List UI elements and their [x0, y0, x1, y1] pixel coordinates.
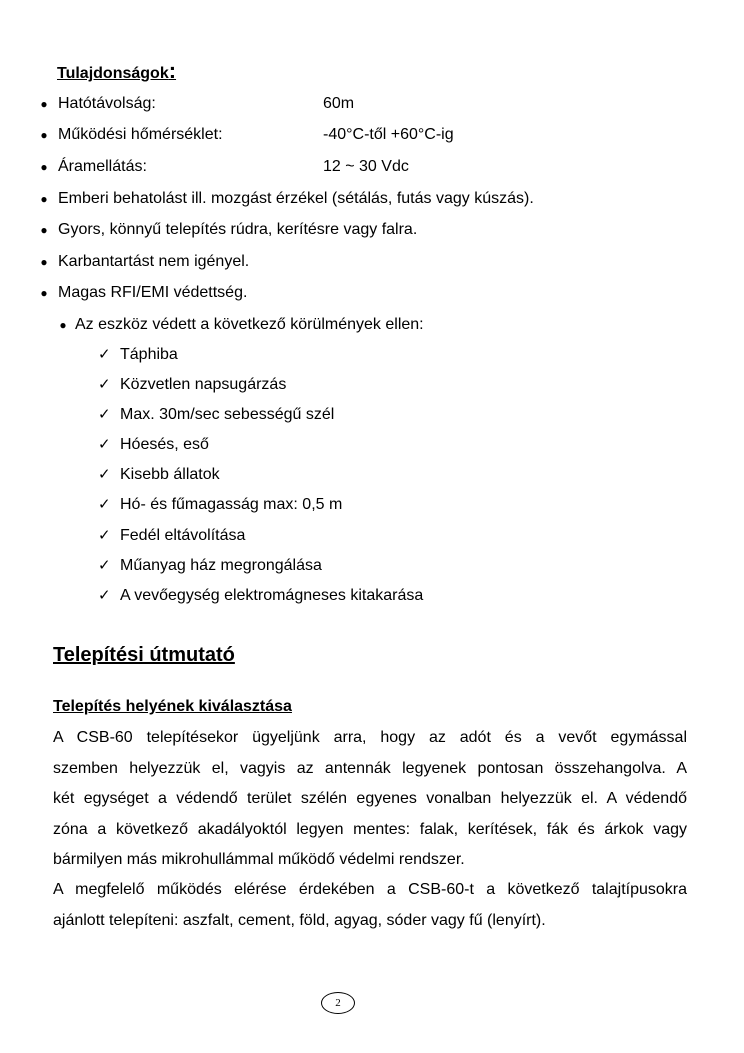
paragraph-line: bármilyen más mikrohullámmal működő védelmi rendszer. [53, 851, 465, 868]
checkmark-icon: ✓ [98, 557, 111, 574]
checkmark-icon: ✓ [98, 466, 111, 483]
property-value: 60m [323, 95, 355, 112]
site-selection-subheading: Telepítés helyének kiválasztása [53, 698, 292, 715]
properties-title: Tulajdonságok: [57, 58, 177, 83]
bullet-icon: ● [40, 128, 48, 142]
document-page: Tulajdonságok: ● Hatótávolság: 60m ● Működési hőmérséklet: -40°C-től +60°C-ig ● Áramellátás: 12 ~ 30 Vdc ● Emberi behatolást ill. mozgást érzékel (sétálás, futás vagy kúszás). ● Gyors, könnyű telepítés rúdra, kerítésre vagy falra. ● Karbantartást nem igényel. ● Magas RFI/EMI védettség. ● Az eszköz védett a következő körülmények ellen: ✓ Táphiba ✓ Közvetlen napsugárzás ✓ Max. 30m/sec sebességű szél ✓ Hóesés, eső ✓ Kisebb állatok ✓ Hó- és fűmagasság max: 0,5 m ✓ Fedél eltávolítása ✓ Műanyag ház megrongálása ✓ A vevőegység elektromágneses kitakarása Telepítési útmutató Telepítés helyének kiválasztása A CSB-60 telepítésekor ügyeljünk arra, hogy az adót és a vevőt egymással szemben helyezzük el, vagyis az antennák legyenek pontosan összehangolva. A két egységet a védendő terület szélén egyenes vonalban helyezzük el. A védendő zóna a következő akadályoktól legyen mentes: falak, kerítések, fák és árkok vagy bármilyen más mikrohullámmal működő védelmi rendszer. A megfelelő működés elérése érdekében a CSB-60-t a következő talajtípusokra ajánlott telepíteni: aszfalt, cement, föld, agyag, sóder vagy fű (lenyírt). 2 [0, 0, 744, 1053]
site-selection-paragraph [53, 723, 687, 876]
checkmark-icon: ✓ [98, 346, 111, 363]
property-label: Emberi behatolást ill. mozgást érzékel (sétálás, futás vagy kúszás). [58, 190, 534, 207]
property-value: -40°C-től +60°C-ig [323, 126, 454, 143]
paragraph-line: zóna a következő akadályoktól legyen mentes: falak, kerítések, fák és árkok vagy [53, 820, 687, 838]
ground-type-paragraph [53, 875, 687, 936]
paragraph-line: A megfelelő működés elérése érdekében a CSB-60-t a következő talajtípusokra [53, 881, 687, 898]
checkmark-icon: ✓ [98, 527, 111, 544]
bullet-icon: ● [40, 223, 48, 237]
bullet-icon: ● [59, 318, 67, 332]
installation-heading: Telepítési útmutató [53, 644, 235, 666]
protections-intro-label: Az eszköz védett a következő körülmények ellen: [75, 316, 424, 333]
paragraph-line: A CSB-60 telepítésekor ügyeljünk arra, hogy az adót és a vevőt egymással [53, 729, 687, 746]
checkmark-icon: ✓ [98, 496, 111, 513]
property-value: 12 ~ 30 Vdc [323, 158, 409, 175]
paragraph-line: ajánlott telepíteni: aszfalt, cement, föld, agyag, sóder vagy fű (lenyírt). [53, 911, 546, 929]
paragraph-line: szemben helyezzük el, vagyis az antennák legyenek pontosan összehangolva. A [53, 759, 687, 777]
bullet-icon: ● [40, 192, 48, 206]
property-label: Karbantartást nem igényel. [58, 253, 250, 270]
property-label: Magas RFI/EMI védettség. [58, 284, 248, 301]
property-label: Áramellátás: [58, 158, 147, 175]
checkmark-icon: ✓ [98, 376, 111, 393]
checkmark-icon: ✓ [98, 436, 111, 453]
property-label: Hatótávolság: [58, 95, 156, 112]
bullet-icon: ● [40, 97, 48, 111]
property-label: Működési hőmérséklet: [58, 126, 223, 143]
checkmark-icon: ✓ [98, 587, 111, 604]
bullet-icon: ● [40, 286, 48, 300]
bullet-icon: ● [40, 255, 48, 269]
page-number: 2 [321, 992, 355, 1014]
paragraph-line: két egységet a védendő terület szélén egyenes vonalban helyezzük el. A védendő [53, 790, 687, 807]
bullet-icon: ● [40, 160, 48, 174]
checkmark-icon: ✓ [98, 406, 111, 423]
property-label: Gyors, könnyű telepítés rúdra, kerítésre vagy falra. [58, 221, 418, 238]
